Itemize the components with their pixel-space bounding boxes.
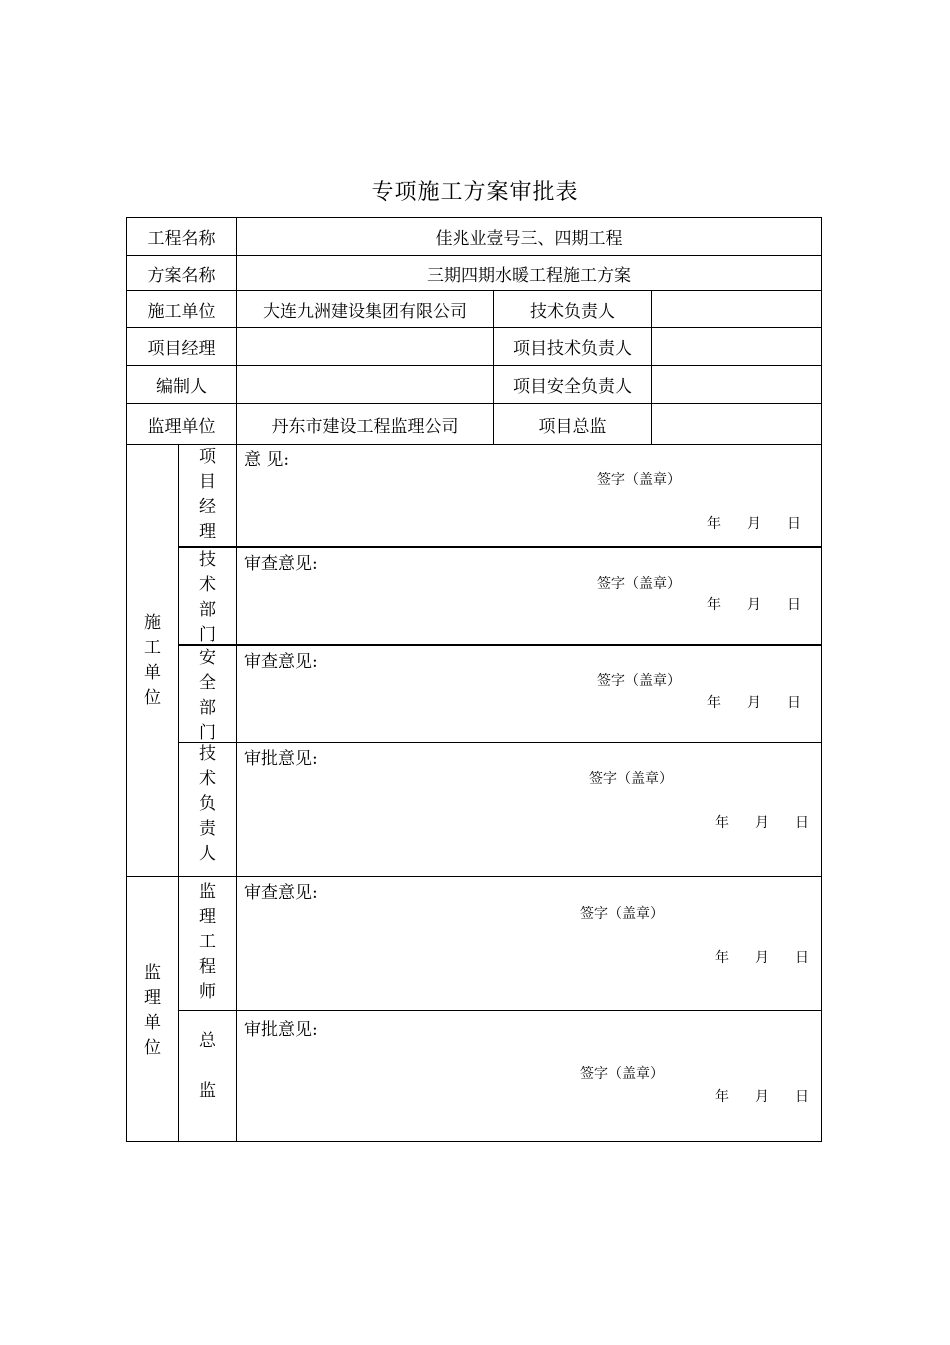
year-label: 年 bbox=[715, 815, 729, 831]
row-divider bbox=[178, 546, 821, 548]
sub-char: 人 bbox=[199, 844, 216, 864]
project-manager-value[interactable] bbox=[237, 328, 493, 365]
sub-char: 技 bbox=[199, 744, 216, 764]
project-name-label: 工程名称 bbox=[147, 229, 216, 249]
project-tech-lead-label: 项目技术负责人 bbox=[513, 339, 632, 359]
row-divider bbox=[178, 1010, 821, 1011]
row-divider bbox=[178, 742, 821, 743]
project-name-value[interactable]: 佳兆业壹号三、四期工程 bbox=[435, 229, 623, 249]
tech-lead-label: 技术负责人 bbox=[530, 301, 615, 322]
sub-char: 程 bbox=[199, 957, 216, 977]
month-label: 月 bbox=[747, 695, 761, 711]
sub-char: 术 bbox=[199, 769, 216, 789]
construction-unit-group-label bbox=[127, 611, 178, 711]
sub-char: 术 bbox=[199, 575, 216, 595]
construction-unit-value[interactable]: 大连九洲建设集团有限公司 bbox=[263, 301, 467, 322]
sub-char: 总 bbox=[199, 1031, 216, 1051]
chief-supervisor-opinion-label: 审批意见: bbox=[244, 1020, 318, 1040]
sub-char: 理 bbox=[199, 522, 216, 542]
day-label: 日 bbox=[787, 516, 801, 532]
year-label: 年 bbox=[707, 695, 721, 711]
signature-label: 签字（盖章） bbox=[580, 906, 664, 922]
day-label: 日 bbox=[795, 950, 809, 966]
sub-char: 门 bbox=[199, 625, 216, 645]
date-line bbox=[707, 594, 801, 614]
signature-label: 签字（盖章） bbox=[597, 673, 681, 689]
day-label: 日 bbox=[795, 815, 809, 831]
date-line bbox=[715, 1086, 809, 1106]
chief-supervisor-value[interactable] bbox=[652, 404, 821, 444]
supervision-unit-value[interactable]: 丹东市建设工程监理公司 bbox=[271, 416, 459, 437]
sub-char: 负 bbox=[199, 794, 216, 814]
sub-char: 经 bbox=[199, 497, 216, 517]
tech-dept-section-label bbox=[179, 548, 236, 648]
year-label: 年 bbox=[715, 950, 729, 966]
approval-form-table bbox=[126, 217, 822, 1142]
tech-lead-value[interactable] bbox=[652, 291, 821, 327]
month-label: 月 bbox=[747, 516, 761, 532]
group-char: 位 bbox=[144, 688, 161, 708]
signature-label: 签字（盖章） bbox=[580, 1066, 664, 1082]
signature-label: 签字（盖章） bbox=[597, 472, 681, 488]
sub-char: 部 bbox=[199, 698, 216, 718]
column-divider bbox=[236, 444, 237, 1141]
sub-char: 全 bbox=[199, 673, 216, 693]
project-manager-section-label bbox=[179, 445, 236, 545]
year-label: 年 bbox=[707, 516, 721, 532]
page-title: 专项施工方案审批表 bbox=[371, 180, 579, 205]
date-line bbox=[707, 513, 801, 533]
chief-supervisor-label: 项目总监 bbox=[538, 416, 607, 437]
month-label: 月 bbox=[755, 815, 769, 831]
pm-opinion-label: 意 见: bbox=[244, 450, 290, 470]
sub-char: 监 bbox=[199, 882, 216, 902]
day-label: 日 bbox=[787, 597, 801, 613]
tech-lead-section-label bbox=[179, 742, 236, 867]
sub-char: 安 bbox=[199, 648, 216, 668]
signature-label: 签字（盖章） bbox=[597, 576, 681, 592]
signature-label: 签字（盖章） bbox=[589, 771, 673, 787]
sub-char: 目 bbox=[199, 472, 216, 492]
year-label: 年 bbox=[715, 1089, 729, 1105]
project-safety-lead-label: 项目安全负责人 bbox=[513, 377, 632, 397]
construction-unit-label: 施工单位 bbox=[147, 301, 216, 322]
sub-char: 技 bbox=[199, 550, 216, 570]
safety-dept-section-label bbox=[179, 646, 236, 746]
sub-char: 理 bbox=[199, 907, 216, 927]
group-char: 监 bbox=[144, 963, 161, 983]
compiler-label: 编制人 bbox=[156, 377, 207, 397]
chief-supervisor-section-label bbox=[179, 1016, 236, 1116]
plan-name-value[interactable]: 三期四期水暖工程施工方案 bbox=[427, 265, 631, 286]
month-label: 月 bbox=[755, 950, 769, 966]
date-line bbox=[707, 692, 801, 712]
sub-char: 部 bbox=[199, 600, 216, 620]
supervision-engineer-section-label bbox=[179, 880, 236, 1005]
row-divider bbox=[127, 876, 821, 877]
group-char: 施 bbox=[144, 613, 161, 633]
group-char: 位 bbox=[144, 1038, 161, 1058]
project-safety-lead-value[interactable] bbox=[652, 366, 821, 403]
year-label: 年 bbox=[707, 597, 721, 613]
project-tech-lead-value[interactable] bbox=[652, 328, 821, 365]
group-char: 单 bbox=[144, 1013, 161, 1033]
sub-char: 责 bbox=[199, 819, 216, 839]
row-divider bbox=[178, 644, 821, 646]
sub-char: 监 bbox=[199, 1081, 216, 1101]
safety-dept-opinion-label: 审查意见: bbox=[244, 652, 318, 672]
tech-lead-opinion-label: 审批意见: bbox=[244, 749, 318, 769]
compiler-value[interactable] bbox=[237, 366, 493, 403]
day-label: 日 bbox=[787, 695, 801, 711]
project-manager-label: 项目经理 bbox=[147, 339, 216, 359]
date-line bbox=[715, 812, 809, 832]
plan-name-label: 方案名称 bbox=[147, 265, 216, 286]
group-char: 单 bbox=[144, 663, 161, 683]
sub-char: 门 bbox=[199, 723, 216, 743]
date-line bbox=[715, 947, 809, 967]
sub-char: 工 bbox=[199, 932, 216, 952]
day-label: 日 bbox=[795, 1089, 809, 1105]
sub-char: 项 bbox=[199, 447, 216, 467]
group-char: 工 bbox=[144, 638, 161, 658]
supervision-unit-label: 监理单位 bbox=[147, 416, 216, 437]
month-label: 月 bbox=[747, 597, 761, 613]
group-char: 理 bbox=[144, 988, 161, 1008]
month-label: 月 bbox=[755, 1089, 769, 1105]
supervision-unit-group-label bbox=[127, 961, 178, 1061]
tech-dept-opinion-label: 审查意见: bbox=[244, 554, 318, 574]
sub-char: 师 bbox=[199, 982, 216, 1002]
supervision-engineer-opinion-label: 审查意见: bbox=[244, 883, 318, 903]
